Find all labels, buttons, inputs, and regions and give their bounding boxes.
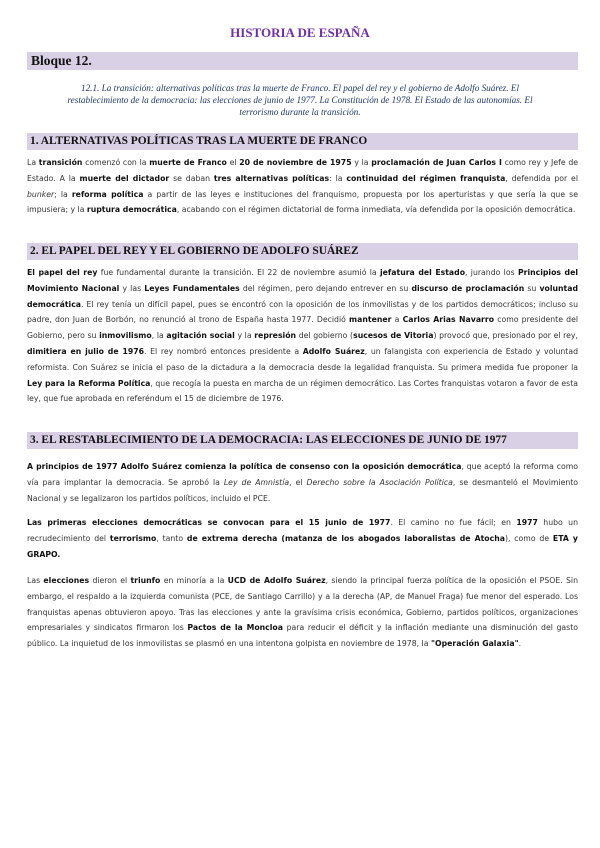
bold-text: Pactos de la Moncloa bbox=[187, 623, 283, 633]
bold-text: Las primeras elecciones democráticas se convocan para el 15 junio de 1977 bbox=[27, 518, 391, 527]
section-1-title: 1. ALTERNATIVAS POLÍTICAS TRAS LA MUERTE DE FRANCO bbox=[30, 135, 368, 147]
text: y las bbox=[119, 283, 145, 293]
text: , defendida por el bbox=[505, 173, 578, 183]
text: el bbox=[226, 158, 240, 167]
text: como rey y Jefe de Estado. A la bbox=[27, 158, 579, 183]
text: y la bbox=[351, 158, 372, 167]
section-2-paragraph-1 bbox=[27, 265, 578, 407]
bold-text: UCD de Adolfo Suárez bbox=[227, 576, 326, 585]
bold-text: represión bbox=[254, 331, 297, 341]
text: en minoría a la bbox=[160, 576, 228, 585]
text: su bbox=[524, 283, 540, 293]
bold-text: muerte de Franco bbox=[149, 158, 227, 167]
text: , la bbox=[151, 331, 167, 341]
bold-text: voluntad democrática bbox=[27, 283, 579, 309]
bold-text: terrorismo bbox=[109, 533, 157, 543]
italic-text: Derecho sobre la Asociación Política bbox=[306, 477, 453, 487]
bold-text: agitación social bbox=[166, 331, 235, 341]
bold-text: muerte del dictador bbox=[79, 173, 170, 183]
bold-text: ETA y GRAPO. bbox=[27, 533, 578, 559]
bold-text: "Operación Galaxia" bbox=[430, 639, 519, 649]
text: , acabando con el régimen dictatorial de forma inmediata, vía defendida por la oposición democrática. bbox=[176, 205, 576, 215]
text: del gobierno ( bbox=[296, 331, 354, 341]
bold-text: transición bbox=[38, 158, 83, 167]
document-title: HISTORIA DE ESPAÑA bbox=[230, 25, 370, 40]
bold-text: sucesos de Vitoria bbox=[353, 331, 434, 341]
text: a bbox=[391, 315, 403, 325]
italic-text: Ley de Amnistía bbox=[223, 477, 290, 487]
text: . bbox=[518, 639, 522, 649]
text: a partir de las leyes e instituciones del franquismo, propuesta por los aperturistas y que sería la que se impusiera; y la bbox=[27, 189, 578, 215]
bold-text: Carlos Arias Navarro bbox=[402, 315, 495, 325]
text: , siendo la principal fuerza política de la oposición el PSOE. Sin embargo, el respaldo a la izquierda comunista (PCE, de Santiago Carrillo) y a la derecha (AP, de Manuel Fraga) fue menor del esperado. Los franquistas apenas obtuvieron apoyo. Tras las elecciones y ante la gravísima crisis económica, Gobierno, partidos políticos, organizaciones empresariales y sindicatos firmaron los bbox=[27, 576, 578, 633]
topic-summary: 12.1. La transición: alternativas políticas tras la muerte de Franco. El papel del rey y el gobierno de Adolfo Suárez. El restablecimiento de la democracia: las elecciones de junio de 1977. La Constitución de 1978. El Estado de las autonomías. El terrorismo durante la transición. bbox=[67, 83, 533, 117]
text: hubo un recrudecimiento del bbox=[27, 518, 578, 543]
section-3-paragraph-1 bbox=[27, 459, 578, 506]
text: La bbox=[27, 158, 39, 167]
text: , el bbox=[289, 477, 307, 487]
bloque-header-bar bbox=[27, 52, 578, 70]
italic-text: bunker bbox=[27, 189, 55, 199]
text: . El camino no fue fácil; en bbox=[390, 518, 517, 527]
bold-text: elecciones bbox=[43, 576, 90, 585]
text: y la bbox=[234, 331, 255, 341]
bold-text: dimitiera en julio de 1976 bbox=[27, 346, 145, 356]
bold-text: continuidad del régimen franquista bbox=[346, 173, 506, 183]
text: ; la bbox=[54, 189, 72, 199]
section-2-title: 2. EL PAPEL DEL REY Y EL GOBIERNO DE ADOLFO SUÁREZ bbox=[30, 245, 359, 257]
bold-text: de extrema derecha (matanza de los abogados laboralistas de Atocha bbox=[186, 533, 505, 543]
bold-text: 1977 bbox=[516, 518, 538, 527]
text: Las bbox=[27, 576, 44, 585]
text: dieron el bbox=[89, 576, 131, 585]
text: . El rey nombró entonces presidente a bbox=[144, 346, 303, 356]
bold-text: jefatura del Estado bbox=[379, 268, 466, 277]
bold-text: ruptura democrática bbox=[86, 205, 177, 215]
bold-text: Adolfo Suárez bbox=[302, 346, 365, 356]
section-3-paragraph-3 bbox=[27, 573, 578, 652]
bold-text: proclamación de Juan Carlos I bbox=[371, 158, 502, 167]
text: para reducir el déficit y la inflación mediante una disminución del gasto público. La inquietud de los inmovilistas se plasmó en una intentona golpista en noviembre de 1978, la bbox=[27, 623, 578, 649]
bold-text: Leyes Fundamentales bbox=[144, 283, 240, 293]
bold-text: Ley para la Reforma Política bbox=[27, 378, 151, 388]
bold-text: inmovilismo bbox=[99, 331, 152, 341]
text: , tanto bbox=[156, 533, 187, 543]
section-1-paragraph-1 bbox=[27, 155, 578, 218]
text: , que aceptó la reforma como vía para implantar la democracia. Se aprobó la bbox=[27, 462, 578, 487]
section-3-title: 3. EL RESTABLECIMIENTO DE LA DEMOCRACIA: LAS ELECCIONES DE JUNIO DE 1977 bbox=[30, 434, 507, 446]
text: se daban bbox=[169, 173, 214, 183]
text: , un falangista con experiencia de Estado y voluntad reformista. Con Suárez se inicia el paso de la dictadura a la democracia desde la legalidad franquista. Su primera medida fue proponer la bbox=[27, 346, 578, 372]
text: ) provocó que, presionado por el rey, bbox=[433, 331, 578, 341]
bold-text: tres alternativas políticas bbox=[213, 173, 330, 183]
text: ), como de bbox=[504, 533, 553, 543]
bold-text: El papel del rey bbox=[27, 268, 98, 277]
text: : la bbox=[329, 173, 347, 183]
text: , se desmanteló el Movimiento Nacional y se legalizaron los partidos políticos, incluido el PCE. bbox=[27, 477, 579, 503]
bold-text: discurso de proclamación bbox=[411, 283, 525, 293]
text: comenzó con la bbox=[82, 158, 150, 167]
bold-text: reforma política bbox=[71, 189, 144, 199]
bold-text: triunfo bbox=[130, 576, 161, 585]
text: , que recogía la puesta en marcha de un régimen democrático. Las Cortes franquistas votaron a favor de esta ley, que fue aprobada en referéndum el 15 de diciembre de 1976. bbox=[27, 378, 578, 404]
bold-text: 20 de noviembre de 1975 bbox=[239, 158, 352, 167]
bold-text: A principios de 1977 Adolfo Suárez comienza la política de consenso con la oposición democrática bbox=[27, 462, 462, 471]
section-3-paragraph-2 bbox=[27, 515, 578, 562]
text: como presidente del Gobierno, pero su bbox=[27, 315, 578, 341]
bold-text: Principios del Movimiento Nacional bbox=[27, 268, 579, 293]
text: . El rey tenía un difícil papel, pues se encontró con la oposición de los inmovilistas y de los partidos democráticos; incluso su padre, don Juan de Borbón, no renunció al trono de España hasta 1977. Decidió bbox=[27, 299, 578, 325]
text: , jurando los bbox=[465, 268, 518, 277]
text: del régimen, pero dejando entrever en su bbox=[239, 283, 412, 293]
text: fue fundamental durante la transición. El 22 de noviembre asumió la bbox=[97, 268, 380, 277]
bold-text: mantener bbox=[349, 315, 392, 325]
bloque-label: Bloque 12. bbox=[31, 53, 92, 68]
